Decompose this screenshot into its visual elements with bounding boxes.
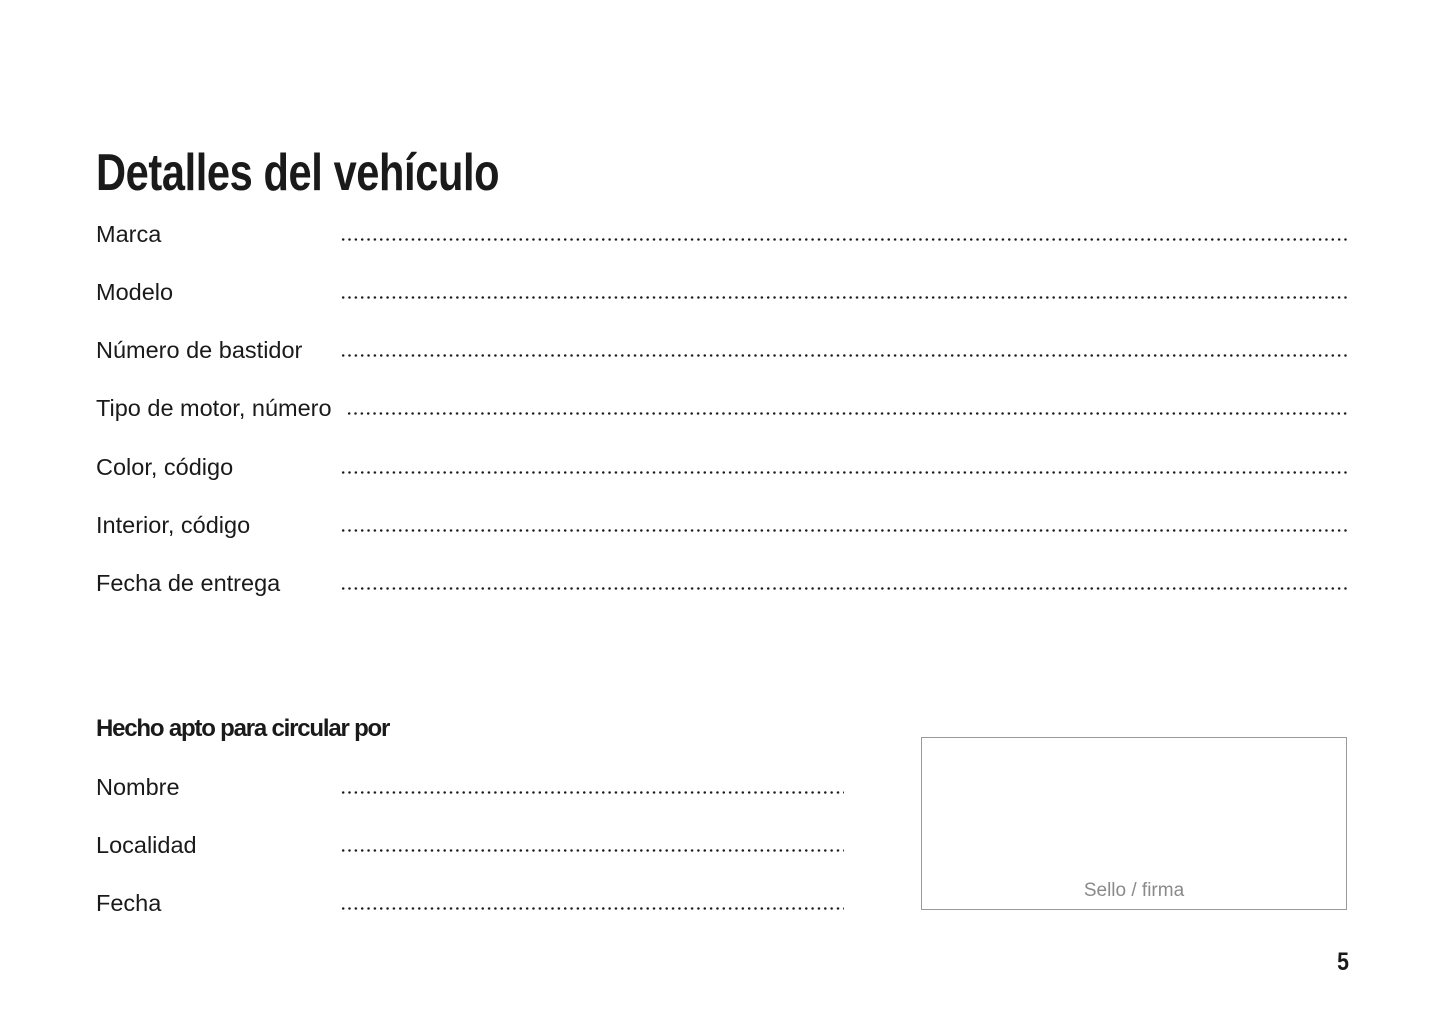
field-label: Tipo de motor, número xyxy=(96,395,332,421)
dotted-fill-line-color-codigo[interactable] xyxy=(340,471,1348,474)
field-label: Fecha xyxy=(96,890,162,916)
dotted-fill-line-fecha[interactable] xyxy=(340,907,844,910)
dotted-fill-line-modelo[interactable] xyxy=(340,296,1348,299)
field-row-tipo-de-motor xyxy=(96,393,1348,423)
dotted-fill-line-interior-codigo[interactable] xyxy=(340,529,1348,532)
dotted-fill-line-nombre[interactable] xyxy=(340,791,844,794)
field-label: Número de bastidor xyxy=(96,337,303,363)
field-label: Color, código xyxy=(96,454,234,480)
field-label: Nombre xyxy=(96,774,180,800)
dotted-fill-line-fecha-de-entrega[interactable] xyxy=(340,587,1348,590)
field-row-nombre xyxy=(96,772,844,802)
stamp-box-label: Sello / firma xyxy=(1083,880,1185,901)
field-row-numero-de-bastidor xyxy=(96,335,1348,365)
page-title: Detalles del vehículo xyxy=(96,143,500,202)
field-row-interior-codigo xyxy=(96,510,1348,540)
dotted-fill-line-localidad[interactable] xyxy=(340,849,844,852)
section-heading-hecho-apto: Hecho apto para circular por xyxy=(96,715,390,742)
dotted-fill-line-marca[interactable] xyxy=(340,238,1348,241)
field-label: Interior, código xyxy=(96,512,251,538)
field-row-fecha xyxy=(96,888,844,918)
field-row-fecha-de-entrega xyxy=(96,568,1348,598)
field-label: Localidad xyxy=(96,832,197,858)
page-number: 5 xyxy=(1337,948,1349,976)
field-row-marca xyxy=(96,219,1348,249)
dotted-fill-line-tipo-de-motor[interactable] xyxy=(346,412,1348,415)
field-label: Modelo xyxy=(96,279,174,305)
field-row-localidad xyxy=(96,830,844,860)
field-label: Marca xyxy=(96,221,162,247)
stamp-signature-box[interactable] xyxy=(921,737,1347,910)
dotted-fill-line-numero-de-bastidor[interactable] xyxy=(340,354,1348,357)
field-row-modelo xyxy=(96,277,1348,307)
field-row-color-codigo xyxy=(96,452,1348,482)
field-label: Fecha de entrega xyxy=(96,570,281,596)
